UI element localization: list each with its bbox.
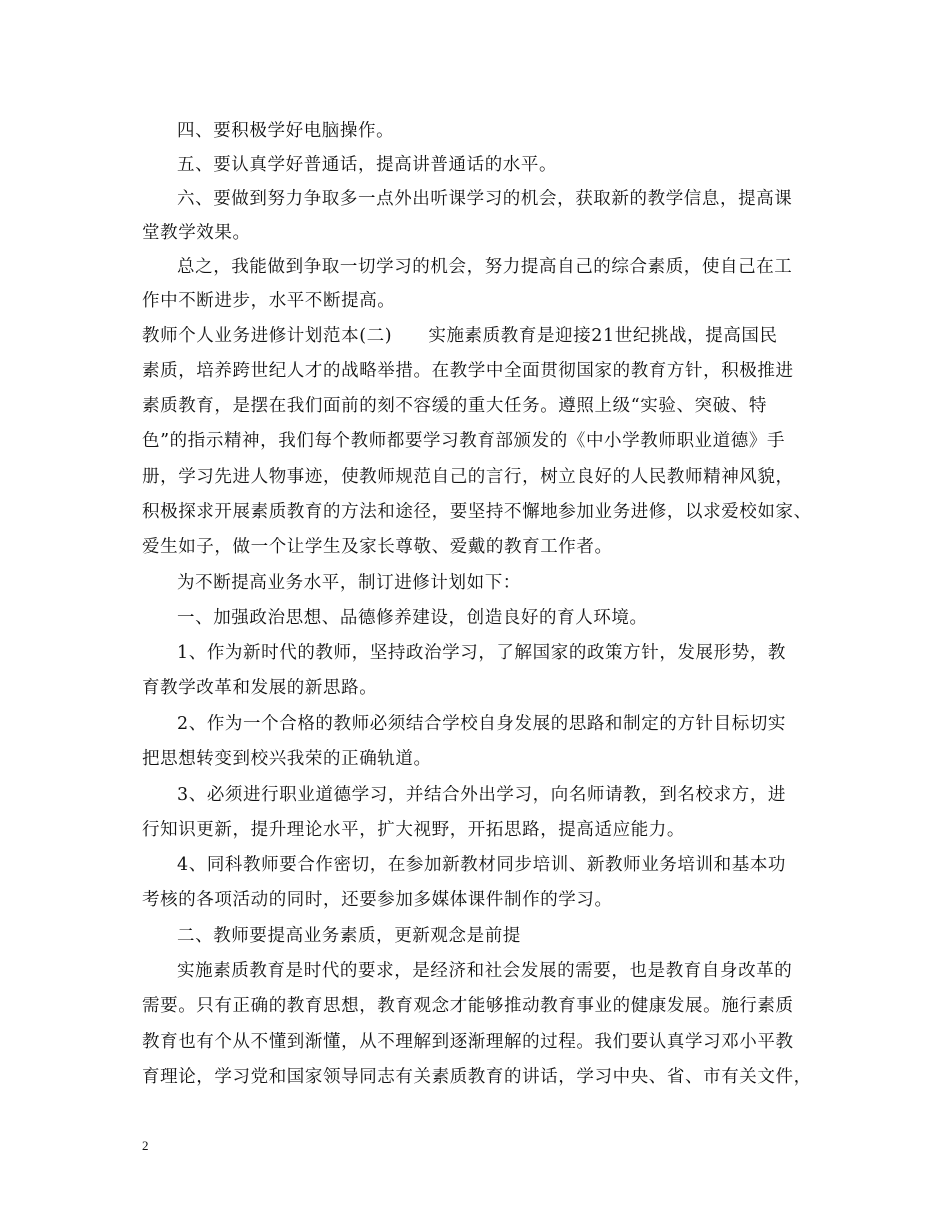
text-line: 素质，培养跨世纪人才的战略举措。在教学中全面贯彻国家的教育方针，积极推进 (142, 361, 794, 381)
text-line: 育教学改革和发展的新思路。 (142, 678, 378, 698)
text-line: 行知识更新，提升理论水平，扩大视野，开拓思路，提高适应能力。 (142, 820, 685, 840)
text-line: 1、作为新时代的教师，坚持政治学习，了解国家的政策方针，发展形势，教 (177, 643, 787, 663)
text-line: 教师个人业务进修计划范本(二) 实施素质教育是迎接21世纪挑战，提高国民 (142, 326, 778, 346)
text-line: 3、必须进行职业道德学习，并结合外出学习，向名师请教，到名校求方，进 (177, 785, 787, 805)
text-line: 册，学习先进人物事迹，使教师规范自己的言行，树立良好的人民教师精神风貌， (142, 467, 794, 487)
text-line: 色”的指示精神，我们每个教师都要学习教育部颁发的《中小学教师职业道德》手 (142, 431, 786, 451)
text-line: 堂教学效果。 (142, 223, 251, 243)
text-line: 五、要认真学好普通话，提高讲普通话的水平。 (177, 155, 558, 175)
text-line: 2、作为一个合格的教师必须结合学校自身发展的思路和制定的方针目标切实 (177, 714, 787, 734)
text-line: 素质教育，是摆在我们面前的刻不容缓的重大任务。遵照上级“实验、突破、特 (142, 396, 767, 416)
text-line: 教育也有个从不懂到渐懂，从不理解到逐渐理解的过程。我们要认真学习邓小平教 (142, 1032, 794, 1052)
text-line: 实施素质教育是时代的要求，是经济和社会发展的需要，也是教育自身改革的 (177, 961, 793, 981)
text-line: 考核的各项活动的同时，还要参加多媒体课件制作的学习。 (142, 890, 613, 910)
text-line: 总之，我能做到争取一切学习的机会，努力提高自己的综合素质，使自己在工 (177, 257, 793, 277)
text-line: 四、要积极学好电脑操作。 (177, 121, 395, 141)
text-line: 4、同科教师要合作密切，在参加新教材同步培训、新教师业务培训和基本功 (177, 855, 787, 875)
text-line: 为不断提高业务水平，制订进修计划如下： (177, 573, 521, 593)
text-line: 积极探求开展素质教育的方法和途径，要坚持不懈地参加业务进修，以求爱校如家、 (142, 502, 812, 522)
text-line: 作中不断进步，水平不断提高。 (142, 291, 396, 311)
text-line: 育理论，学习党和国家领导同志有关素质教育的讲话，学习中央、省、市有关文件， (142, 1067, 812, 1087)
page-number: 2 (142, 1138, 149, 1153)
text-line: 六、要做到努力争取多一点外出听课学习的机会，获取新的教学信息，提高课 (177, 189, 793, 209)
text-line: 二、教师要提高业务素质，更新观念是前提 (177, 926, 521, 946)
text-line: 爱生如子，做一个让学生及家长尊敬、爱戴的教育工作者。 (142, 537, 613, 557)
text-line: 把思想转变到校兴我荣的正确轨道。 (142, 749, 432, 769)
text-line: 一、加强政治思想、品德修养建设，创造良好的育人环境。 (177, 608, 648, 628)
text-line: 需要。只有正确的教育思想，教育观念才能够推动教育事业的健康发展。施行素质 (142, 996, 794, 1016)
